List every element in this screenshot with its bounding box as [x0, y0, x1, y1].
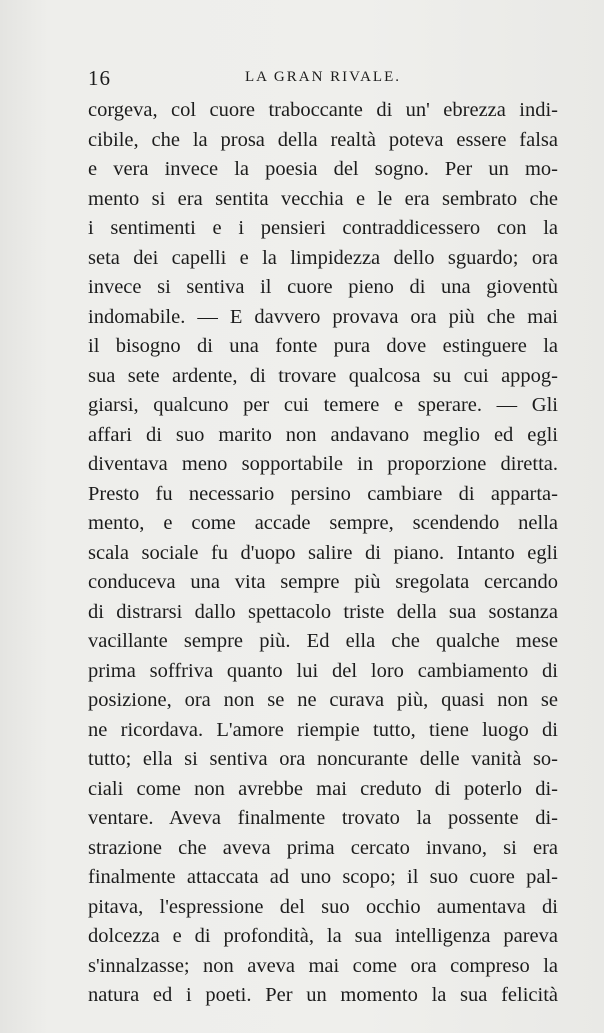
text-line: corgeva, col cuore traboccante di un' ebrezza indi- — [88, 99, 558, 121]
text-line: natura ed i poeti. Per un momento la sua felicità — [88, 984, 558, 1006]
text-line: s'innalzasse; non aveva mai come ora compreso la — [88, 954, 558, 977]
text-line: diventava meno sopportabile in proporzione diretta. — [88, 453, 558, 475]
text-line: mento si era sentita vecchia e le era sembrato che — [88, 187, 558, 210]
text-line: il bisogno di una fonte pura dove estinguere la — [88, 335, 558, 357]
body-text — [88, 96, 558, 1011]
text-line: seta dei capelli e la limpidezza dello sguardo; ora — [88, 246, 558, 269]
text-line: pitava, l'espressione del suo occhio aumentava di — [88, 895, 558, 918]
running-title: LA GRAN RIVALE. — [245, 69, 401, 85]
text-line: dolcezza e di profondità, la sua intelligenza pareva — [88, 925, 558, 947]
text-line: scala sociale fu d'uopo salire di piano. Intanto egli — [88, 541, 558, 564]
text-line: Presto fu necessario persino cambiare di apparta- — [88, 482, 558, 505]
text-line: affari di suo marito non andavano meglio ed egli — [88, 423, 558, 446]
text-line: di distrarsi dallo spettacolo triste della sua sostanza — [88, 600, 558, 623]
text-line: ciali come non avrebbe mai creduto di poterlo di- — [88, 777, 558, 800]
text-line: tutto; ella si sentiva ora noncurante delle vanità so- — [88, 748, 558, 770]
text-line: strazione che aveva prima cercato invano, si era — [88, 836, 558, 859]
text-line: ventare. Aveva finalmente trovato la possente di- — [88, 807, 558, 829]
text-line: cibile, che la prosa della realtà poteva essere falsa — [88, 128, 558, 151]
text-line: indomabile. — E davvero provava ora più che mai — [88, 305, 558, 328]
text-line: i sentimenti e i pensieri contraddicessero con la — [88, 217, 558, 239]
text-line: finalmente attaccata ad uno scopo; il suo cuore pal- — [88, 866, 558, 888]
text-line: sua sete ardente, di trovare qualcosa su cui appog- — [88, 364, 558, 387]
text-line: vacillante sempre più. Ed ella che qualche mese — [88, 630, 558, 652]
text-line: e vera invece la poesia del sogno. Per un mo- — [88, 158, 558, 180]
text-line: mento, e come accade sempre, scendendo nella — [88, 512, 558, 534]
page-number: 16 — [88, 66, 111, 90]
text-line: prima soffriva quanto lui del loro cambiamento di — [88, 659, 558, 682]
text-line: conduceva una vita sempre più sregolata cercando — [88, 571, 558, 593]
text-line: posizione, ora non se ne curava più, quasi non se — [88, 689, 558, 711]
text-line: ne ricordava. L'amore riempie tutto, tiene luogo di — [88, 718, 558, 741]
text-line: giarsi, qualcuno per cui temere e sperare. — Gli — [88, 394, 558, 416]
page-header — [88, 66, 558, 94]
text-line: invece si sentiva il cuore pieno di una gioventù — [88, 276, 558, 298]
